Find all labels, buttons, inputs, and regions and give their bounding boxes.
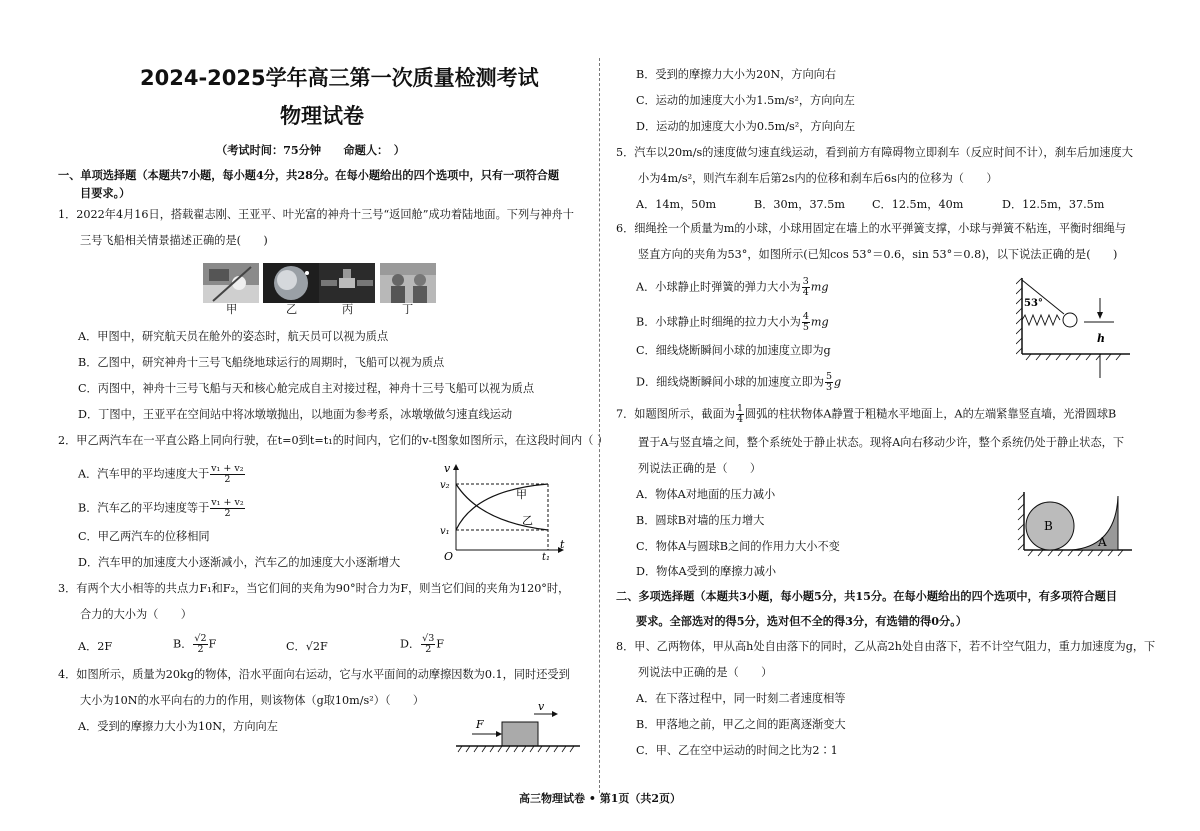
q1-caption-jia: 甲 [226,303,238,316]
q6-option-a: A．小球静止时弹簧的弹力大小为 $\frac{3}{4}$ mg [636,276,829,298]
q1-option-c: C．丙图中，神舟十三号飞船与天和核心舱完成自主对接过程，神舟十三号飞船可以视为质点 [78,382,535,395]
q4-block-diagram [450,700,586,760]
exam-subject: 物理试卷 [280,104,364,128]
q1-caption-bing: 丙 [342,303,354,316]
q4-option-d: D．运动的加速度大小为0.5m/s²，方向向左 [636,120,856,133]
q2-option-b-text: B．汽车乙的平均速度等于 [78,501,210,515]
q2-graph-origin: O [444,550,454,562]
q3-stem: 3．有两个大小相等的共点力F₁和F₂，当它们间的夹角为90°时合力为F，则当它们间的夹角为120°时， [58,582,570,595]
q2-graph-t: t [560,538,565,551]
q2-option-a-text: A．汽车甲的平均速度大于 [78,467,210,481]
q2-option-a-fraction: $\frac{\text{v₁ + v₂}}{2}$ [211,463,244,485]
section1-heading: 一、单项选择题（本题共7小题，每小题4分，共28分。在每小题给出的四个选项中，只有一项符合题 [58,168,560,182]
exam-info: （考试时间：75分钟 命题人： ） [216,143,405,157]
q7-option-d: D．物体A受到的摩擦力减小 [636,565,777,578]
q3-stem-cont: 合力的大小为（ ） [80,608,192,621]
q2-option-d: D．汽车甲的加速度大小逐渐减小，汽车乙的加速度大小逐渐增大 [78,556,401,569]
q5-option-a: A．14m，50m [636,198,717,211]
q2-option-b [78,498,246,519]
q1-stem: 1．2022年4月16日，搭载翟志刚、王亚平、叶光富的神舟十三号“返回舱”成功着陆地面。下列与神舟十 [58,208,574,221]
q3-option-c: C．√2F [286,640,328,653]
section2-heading: 二、多项选择题（本题共3小题，每小题5分，共15分。在每小题给出的四个选项中，有多项符合题目 [616,589,1118,603]
q8-stem: 8．甲、乙两物体，甲从高h处自由落下的同时，乙从高2h处自由落下，若不计空气阻力，重力加速度为g，下 [616,640,1156,653]
exam-title: 2024-2025学年高三第一次质量检测考试 [140,66,539,90]
q2-graph-v1: v₁ [440,526,450,537]
q1-option-a: A．甲图中，研究航天员在舱外的姿态时，航天员可以视为质点 [78,330,389,343]
q6-option-c: C．细线烧断瞬间小球的加速度立即为g [636,344,831,357]
q1-option-d: D．丁图中，王亚平在空间站中将冰墩墩抛出，以地面为参考系，冰墩墩做匀速直线运动 [78,408,513,421]
q5-stem: 5．汽车以20m/s的速度做匀速直线运动，看到前方有障碍物立即刹车（反应时间不计），刹车后加速度大 [616,146,1133,159]
q2-graph-v2: v₂ [440,480,450,491]
q4-diagram-f: F [476,718,484,731]
q1-option-b: B．乙图中，研究神舟十三号飞船绕地球运行的周期时，飞船可以视为质点 [78,356,445,369]
q7-arc-diagram [1016,488,1136,560]
page-footer: 高三物理试卷 • 第1页（共2页） [519,792,681,805]
q4-stem-cont: 大小为10N的水平向右的力的作用，则该物体（g取10m/s²）（ ） [80,694,425,707]
q2-option-c: C．甲乙两汽车的位移相同 [78,530,210,543]
q7-label-b: B [1044,519,1053,533]
q2-graph-jia: 甲 [516,488,527,501]
q4-diagram-v: v [538,700,545,713]
q7-stem-cont2: 列说法正确的是（ ） [638,462,762,475]
q5-option-d: D．12.5m，37.5m [1002,198,1105,211]
q1-caption-yi: 乙 [286,303,298,316]
q8-option-c: C．甲、乙在空中运动的时间之比为2∶1 [636,744,838,757]
q6-stem: 6．细绳拴一个质量为m的小球，小球用固定在墙上的水平弹簧支撑，小球与弹簧不粘连，平衡时细绳与 [616,222,1126,235]
q6-option-d: D．细线烧断瞬间小球的加速度立即为 $\frac{5}{3}$ g [636,371,842,393]
q5-option-c: C．12.5m，40m [872,198,964,211]
q7-option-c: C．物体A与圆球B之间的作用力大小不变 [636,540,840,553]
q7-option-a: A．物体A对地面的压力减小 [636,488,776,501]
section1-heading-cont: 目要求。） [80,186,131,200]
q8-option-a: A．在下落过程中，同一时刻二者速度相等 [636,692,846,705]
q4-option-b: B．受到的摩擦力大小为20N，方向向右 [636,68,837,81]
q1-photo-bing [319,263,375,303]
q7-stem-cont: 置于A与竖直墙之间，整个系统处于静止状态。现将A向右移动少许，整个系统仍处于静止状态，下 [638,436,1125,449]
q4-option-c: C．运动的加速度大小为1.5m/s²，方向向左 [636,94,855,107]
q6-spring-diagram [1016,274,1136,380]
q5-option-b: B．30m，37.5m [754,198,845,211]
q1-caption-ding: 丁 [402,303,414,316]
q2-stem: 2．甲乙两汽车在一平直公路上同向行驶，在t=0到t=t₁的时间内，它们的v-t图象如图所示，在这段时间内（ ） [58,434,609,447]
q2-option-b-fraction: $\frac{\text{v₁ + v₂}}{2}$ [211,497,244,519]
q8-stem-cont: 列说法中正确的是（ ） [638,666,773,679]
q2-graph-v: v [444,462,451,475]
section2-heading-cont: 要求。全部选对的得5分，选对但不全的得3分，有选错的得0分。） [636,614,968,628]
q3-option-d: D． $\frac{√3}{2}$ F [400,633,445,655]
q2-graph-yi: 乙 [522,514,533,527]
q1-photo-ding [380,263,436,303]
q3-option-a: A．2F [78,640,113,653]
q3-option-b: B． $\frac{√2}{2}$ F [173,633,217,655]
q7-label-a: A [1098,535,1107,549]
q7-option-b: B．圆球B对墙的压力增大 [636,514,765,527]
column-divider [599,58,600,793]
q6-option-b: B．小球静止时细绳的拉力大小为 $\frac{4}{5}$ mg [636,311,829,333]
q6-stem-cont: 竖直方向的夹角为53°，如图所示(已知cos 53°＝0.6，sin 53°＝0.8)，以下说法正确的是( ) [638,248,1118,261]
q4-stem: 4．如图所示，质量为20kg的物体，沿水平面向右运动，它与水平面间的动摩擦因数为0.1，同时还受到 [58,668,570,681]
q2-vt-graph [430,460,570,562]
q8-option-b: B．甲落地之前，甲乙之间的距离逐渐变大 [636,718,846,731]
q2-option-a [78,464,246,485]
q6-angle-label: 53° [1024,298,1043,309]
q4-option-a: A．受到的摩擦力大小为10N，方向向左 [78,720,278,733]
q1-stem-cont: 三号飞船相关情景描述正确的是( ) [80,234,268,247]
q2-graph-t1: t₁ [542,552,551,562]
q7-stem: 7．如题图所示，截面为 $\frac{1}{4}$ 圆弧的柱状物体A静置于粗糙水平地面上，A的左端紧靠竖直墙，光滑圆球B [616,403,1117,425]
q6-h-label: h [1097,332,1105,345]
q5-stem-cont: 小为4m/s²，则汽车刹车后第2s内的位移和刹车后6s内的位移为（ ） [638,172,998,185]
q1-photo-jia [203,263,259,303]
q1-photo-yi [263,263,319,303]
